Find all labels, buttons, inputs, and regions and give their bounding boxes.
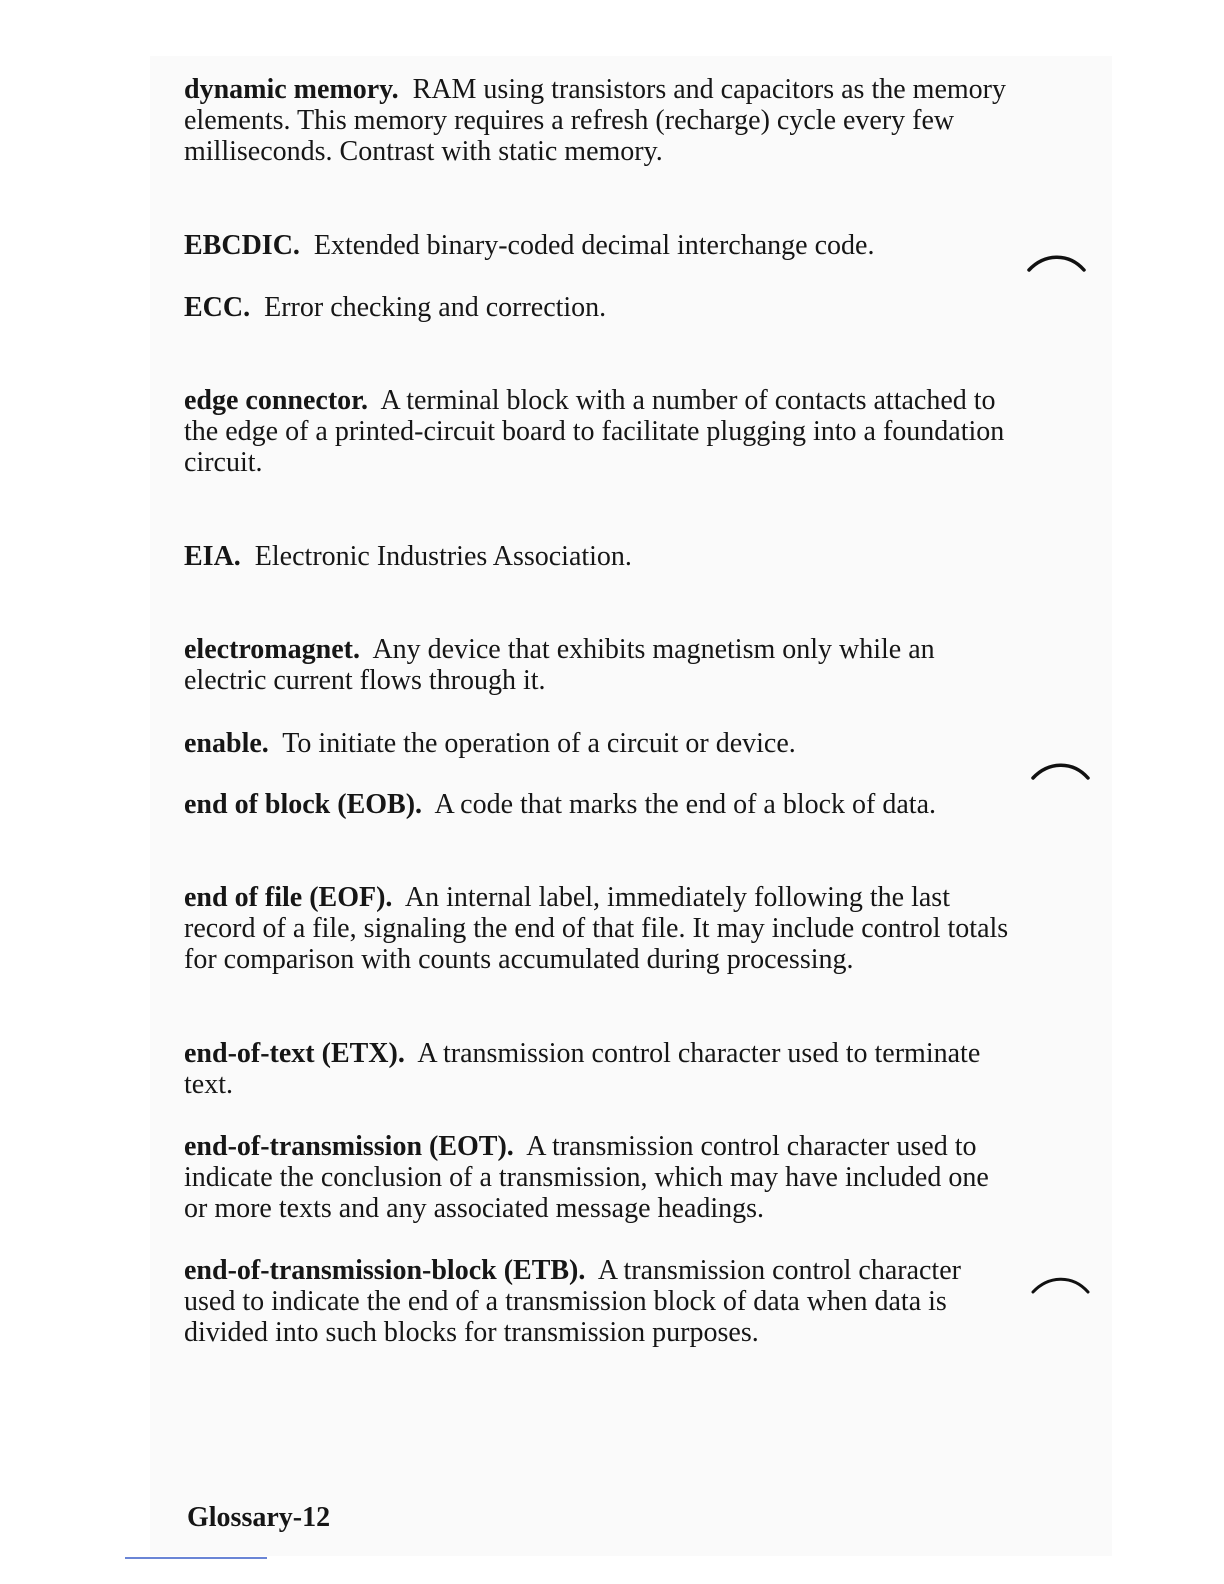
glossary-term: end-of-text (ETX). xyxy=(184,1038,405,1069)
glossary-definition: A transmission control character used to indicate the conclusion of a transmission, which may have included one or more texts and any associated message headings. xyxy=(184,1131,989,1224)
binder-tab-mark-icon xyxy=(1030,1272,1094,1296)
glossary-entry-end-of-transmission xyxy=(184,1131,1014,1224)
glossary-definition: An internal label, immediately following the last record of a file, signaling the end of that file. It may include control totals for comparison with counts accumulated during processing. xyxy=(184,882,1009,975)
glossary-definition: To initiate the operation of a circuit or device. xyxy=(282,728,796,759)
glossary-definition: RAM using transistors and capacitors as the memory elements. This memory requires a refresh (recharge) cycle every few milliseconds. Contrast with static memory. xyxy=(184,74,1006,167)
glossary-entry-ebcdic xyxy=(184,230,1014,261)
glossary-definition: A transmission control character used to indicate the end of a transmission block of data when data is divided into such blocks for transmission purposes. xyxy=(184,1255,961,1348)
binder-tab-mark-icon xyxy=(1026,250,1090,274)
glossary-term: edge connector. xyxy=(184,385,369,416)
glossary-term: end of file (EOF). xyxy=(184,882,393,913)
glossary-definition: Electronic Industries Association. xyxy=(254,541,632,572)
page-number: Glossary-12 xyxy=(187,1502,331,1533)
glossary-entry-end-of-file xyxy=(184,882,1014,975)
glossary-entry-dynamic-memory xyxy=(184,74,1014,167)
glossary-term: end-of-transmission-block (ETB). xyxy=(184,1255,586,1286)
glossary-definition: Any device that exhibits magnetism only while an electric current flows through it. xyxy=(184,634,935,696)
glossary-definition: Extended binary-coded decimal interchange code. xyxy=(313,230,875,261)
glossary-definition: A transmission control character used to terminate text. xyxy=(184,1038,981,1100)
glossary-entry-end-of-transmission-block xyxy=(184,1255,1014,1348)
glossary-entry-enable xyxy=(184,728,1014,759)
glossary-entry-electromagnet xyxy=(184,634,1014,696)
binder-tab-mark-icon xyxy=(1030,758,1094,782)
glossary-definition: Error checking and correction. xyxy=(264,292,607,323)
glossary-term: enable. xyxy=(184,728,269,759)
glossary-entry-end-of-text xyxy=(184,1038,1014,1100)
glossary-term: end-of-transmission (EOT). xyxy=(184,1131,514,1162)
glossary-entry-eia xyxy=(184,541,1014,572)
glossary-term: EBCDIC. xyxy=(184,230,300,261)
bottom-rule-divider xyxy=(125,1557,267,1559)
glossary-term: end of block (EOB). xyxy=(184,789,423,820)
glossary-term: EIA. xyxy=(184,541,241,572)
glossary-entry-edge-connector xyxy=(184,385,1014,478)
glossary-entry-ecc xyxy=(184,292,1014,323)
glossary-term: electromagnet. xyxy=(184,634,360,665)
glossary-term: dynamic memory. xyxy=(184,74,399,105)
glossary-entry-end-of-block xyxy=(184,789,1014,820)
glossary-term: ECC. xyxy=(184,292,251,323)
glossary-definition: A code that marks the end of a block of data. xyxy=(434,789,936,820)
glossary-definition: A terminal block with a number of contacts attached to the edge of a printed-circuit board to facilitate plugging into a foundation circuit. xyxy=(184,385,1005,478)
